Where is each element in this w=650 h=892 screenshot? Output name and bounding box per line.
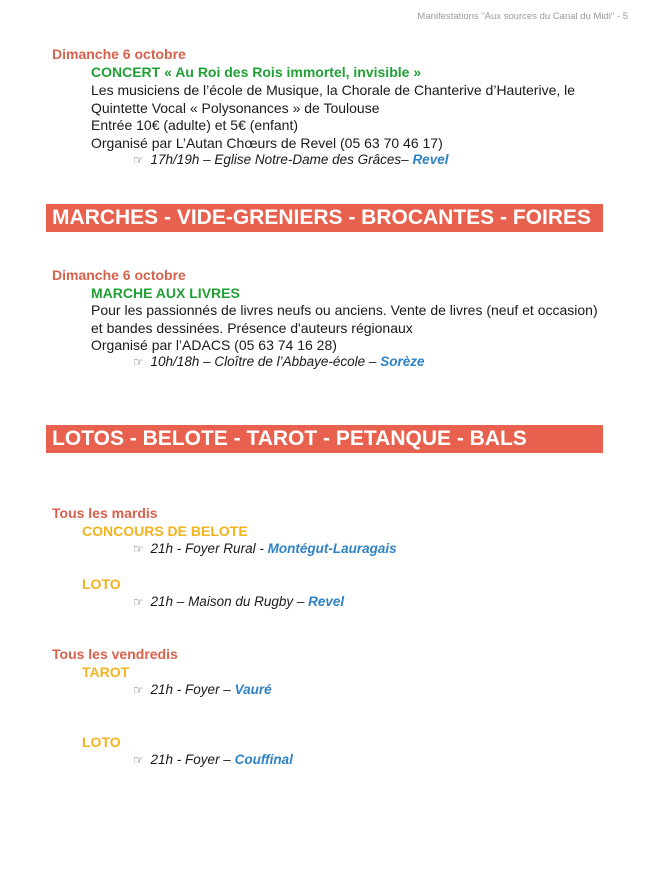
tuesday-item1-title: CONCOURS DE BELOTE (82, 523, 248, 539)
event2-line-2: et bandes dessinées. Présence d'auteurs régionaux (91, 319, 413, 336)
tuesday-item2-meta (133, 594, 344, 609)
tuesday-item2-place: Revel (308, 594, 345, 609)
tuesday-item2-title: LOTO (82, 576, 121, 592)
friday-item2-place: Couffinal (234, 752, 293, 767)
event1-line-1: Les musiciens de l’école de Musique, la Chorale de Chanterive d’Hauterive, le (91, 82, 576, 98)
event1-line-2: Quintette Vocal « Polysonances » de Toulouse (91, 99, 380, 116)
friday-item1-place: Vauré (234, 682, 272, 697)
event2-time-location: 10h/18h – Cloître de l’Abbaye-école – (150, 354, 377, 369)
event2-description (91, 302, 598, 355)
event1-meta (133, 152, 448, 167)
tuesday-item1-meta (133, 541, 397, 556)
event2-meta (133, 354, 424, 369)
event2-day: Dimanche 6 octobre (52, 267, 186, 283)
event1-line-3: Entrée 10€ (adulte) et 5€ (enfant) (91, 117, 299, 133)
friday-item2-meta (133, 752, 293, 767)
friday-item1-title: TAROT (82, 664, 130, 680)
event2-place: Sorèze (380, 354, 425, 369)
event1-description (91, 82, 575, 152)
pointing-hand-icon: ☞ (133, 753, 144, 767)
tuesday-item1-place: Montégut-Lauragais (267, 541, 397, 556)
section-banner-lotos: LOTOS - BELOTE - TAROT - PETANQUE - BALS (46, 425, 603, 453)
tuesday-day: Tous les mardis (52, 505, 158, 521)
section-banner-marches: MARCHES - VIDE-GRENIERS - BROCANTES - FOIRES (46, 204, 603, 232)
friday-item1-time-location: 21h - Foyer – (150, 682, 231, 697)
pointing-hand-icon: ☞ (133, 542, 144, 556)
pointing-hand-icon: ☞ (133, 355, 144, 369)
event1-day: Dimanche 6 octobre (52, 46, 186, 62)
event2-line-1: Pour les passionnés de livres neufs ou anciens. Vente de livres (neuf et occasion) (91, 302, 598, 318)
tuesday-item2-time-location: 21h – Maison du Rugby – (150, 594, 305, 609)
event1-line-4: Organisé par L’Autan Chœurs de Revel (05 63 70 46 17) (91, 134, 443, 151)
event1-place: Revel (412, 152, 449, 167)
pointing-hand-icon: ☞ (133, 153, 144, 167)
friday-item1-meta (133, 682, 272, 697)
page-header: Manifestations "Aux sources du Canal du Midi" - 5 (417, 11, 628, 22)
event1-title: CONCERT « Au Roi des Rois immortel, invisible » (91, 64, 422, 80)
pointing-hand-icon: ☞ (133, 683, 144, 697)
friday-day: Tous les vendredis (52, 646, 178, 662)
friday-item2-time-location: 21h - Foyer – (150, 752, 231, 767)
event2-line-3: Organisé par l’ADACS (05 63 74 16 28) (91, 337, 337, 353)
event2-title: MARCHE AUX LIVRES (91, 285, 240, 301)
tuesday-item1-time-location: 21h - Foyer Rural - (150, 541, 264, 556)
pointing-hand-icon: ☞ (133, 595, 144, 609)
friday-item2-title: LOTO (82, 734, 121, 750)
event1-time-location: 17h/19h – Eglise Notre-Dame des Grâces– (150, 152, 409, 167)
